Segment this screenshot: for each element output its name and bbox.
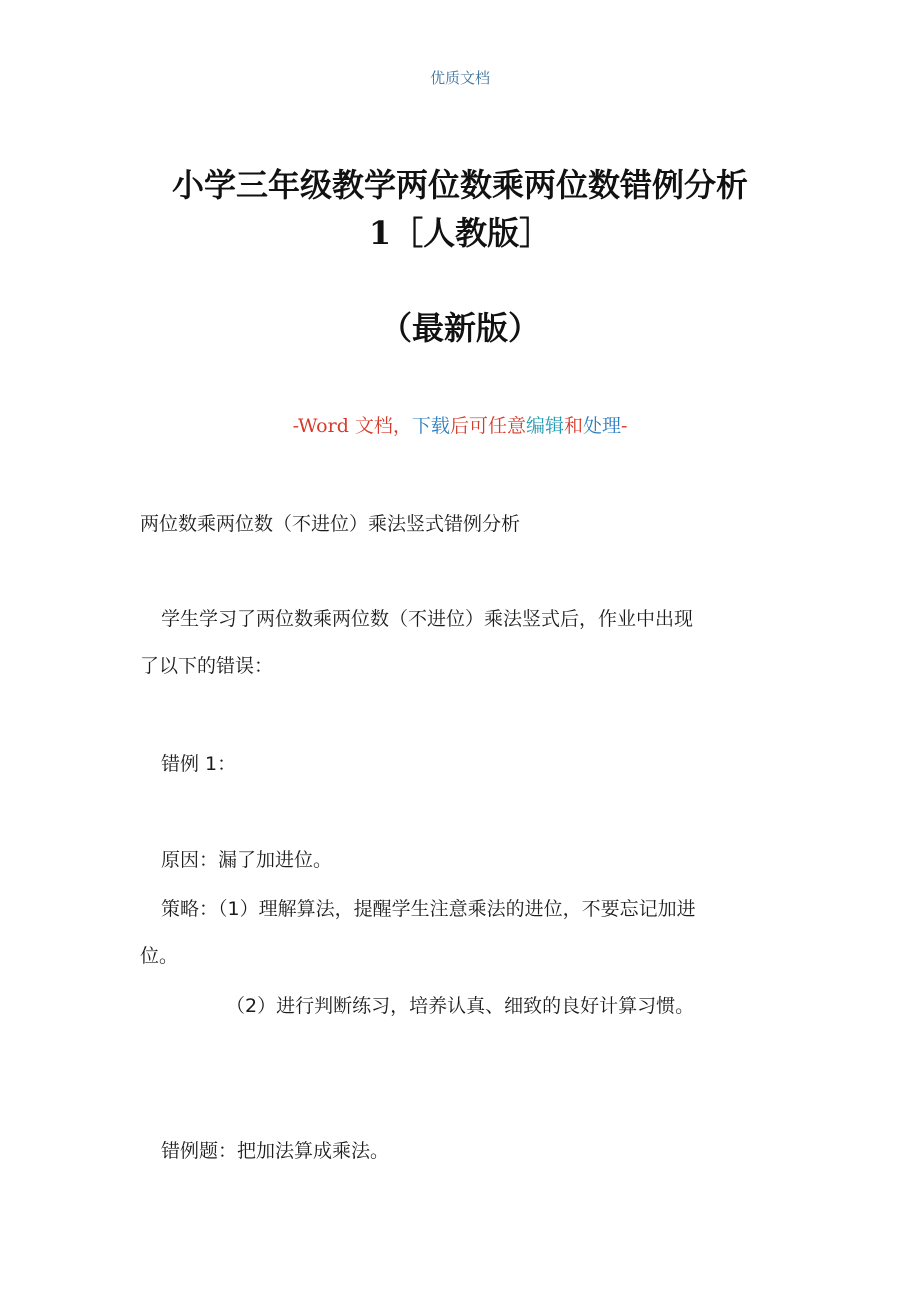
strategy-line-3: （2）进行判断练习，培养认真、细致的良好计算习惯。 xyxy=(226,995,695,1017)
error-question-label: 错例题：把加法算成乘法。 xyxy=(161,1140,390,1162)
intro-paragraph-line-1: 学生学习了两位数乘两位数（不进位）乘法竖式后，作业中出现 xyxy=(161,608,694,630)
error-example-1-label: 错例 1： xyxy=(161,753,237,775)
word-note-part: 后可任意 xyxy=(449,415,526,437)
header-note: 优质文档 xyxy=(429,69,490,87)
section-subtitle: 两位数乘两位数（不进位）乘法竖式错例分析 xyxy=(140,513,521,535)
strategy-line-1: 策略：（1）理解算法，提醒学生注意乘法的进位，不要忘记加进 xyxy=(161,898,696,920)
page-title-line-3: （最新版） xyxy=(379,309,540,347)
word-note-part: 编辑 xyxy=(525,415,564,437)
word-note-part: 处理 xyxy=(582,415,621,437)
intro-paragraph-line-2: 了以下的错误： xyxy=(140,655,274,677)
page-title-line-2: 1［人教版］ xyxy=(368,214,552,252)
word-document-note xyxy=(0,412,920,440)
reason-text: 原因：漏了加进位。 xyxy=(161,849,333,871)
word-note-part: 和 xyxy=(563,415,583,437)
strategy-line-2: 位。 xyxy=(140,945,179,967)
page-title-line-1: 小学三年级教学两位数乘两位数错例分析 xyxy=(171,166,748,204)
word-note-part: - xyxy=(621,415,628,437)
word-note-part: -Word 文档， xyxy=(292,415,412,437)
word-note-part: 下载 xyxy=(411,415,450,437)
